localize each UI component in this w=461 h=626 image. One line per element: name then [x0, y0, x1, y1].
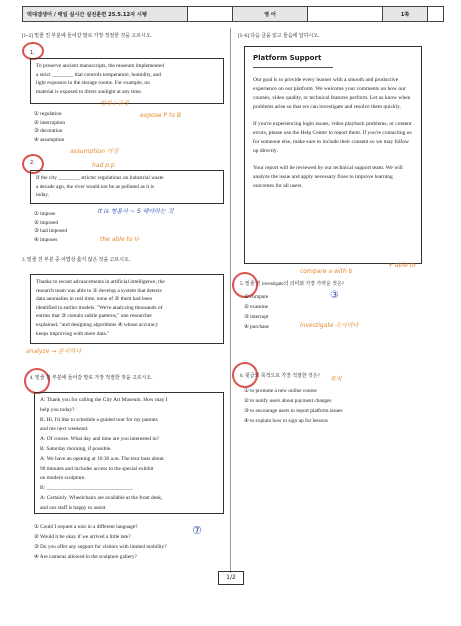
- q2-option-3[interactable]: ③ had imposed: [34, 228, 67, 235]
- q1-option-2[interactable]: ② interruption: [34, 119, 66, 126]
- q5-heading: [240, 282, 344, 288]
- q3-heading: [22, 258, 130, 264]
- q6-number: 6.: [240, 374, 244, 379]
- q1-options: [34, 110, 65, 144]
- q4-option-1[interactable]: ① Could I request a tour in a different language?: [34, 524, 138, 530]
- q5-option-1[interactable]: ① compare: [244, 294, 269, 300]
- q6-option-4[interactable]: ④ to explain how to sign up for lessons: [244, 418, 328, 424]
- q3-number: 3.: [22, 258, 26, 263]
- handwritten-note: investigate 조사하다: [300, 322, 359, 329]
- q2-option-2[interactable]: ② imposed: [34, 219, 59, 226]
- q4-option-3[interactable]: ③ Do you offer any support for visitors with limited mobility?: [34, 544, 167, 550]
- q2-option-4[interactable]: ④ imposes: [34, 236, 58, 243]
- q5-instruction: 밑줄 친 investigate의 의미와 가장 가까운 것은?: [245, 282, 345, 287]
- q2-option-1[interactable]: ① impose: [34, 211, 56, 217]
- q4-number: 4.: [30, 376, 34, 381]
- q6-options: [244, 386, 342, 426]
- q5-6-instruction: [5~6] 다음 글을 읽고 물음에 답하시오.: [238, 34, 320, 39]
- q5-6-passage: [244, 46, 422, 264]
- q5-option-4[interactable]: ④ purchase: [244, 324, 269, 330]
- q5-option-2[interactable]: ② examine: [244, 304, 269, 310]
- handwritten-note: assumption 가정: [70, 148, 119, 155]
- q3-passage: Thanks to recent advancements in artificial intelligence, the research team was able to ① develop a system that detects data anomalies in real time, none of ② them had been identified in earlier models. "We're analyzing thousands of entries that ③ contain subtle patterns," one researcher explained, "and designing algorithms ④ whose accuracy keeps improving with more data.": [30, 274, 224, 344]
- passage-title: Platform Support: [253, 54, 322, 62]
- handwritten-note: It is 형용사 ~ S 해야하는 것: [98, 208, 174, 215]
- q4-heading: [30, 376, 153, 382]
- q5-options: [244, 292, 269, 332]
- exam-title: 떡대겜생어 / 매일 실시간 실전훈련 25.5.12자 시행: [23, 7, 188, 21]
- handwritten-note: ③: [330, 290, 339, 301]
- column-divider: [230, 28, 231, 573]
- handwritten-note: expose P to B: [140, 112, 182, 119]
- q3-instruction: 밑줄 친 부분 중 어법상 옳지 않은 것을 고르시오.: [27, 258, 131, 263]
- handwritten-note: + able to: [388, 262, 416, 269]
- q1-2-instruction: [1~2] 밑줄 친 부분에 들어갈 말로 가장 적절한 것을 고르시오.: [22, 34, 152, 39]
- header-blank-cell-3: [428, 7, 443, 21]
- title-rule: [253, 67, 333, 68]
- q6-option-2[interactable]: ② to notify users about payment changes: [244, 398, 332, 404]
- q6-heading: [240, 374, 320, 380]
- handwritten-note: analyze → 분석하다: [26, 348, 82, 355]
- q5-number: 5.: [240, 282, 244, 287]
- q6-instruction: 윗글의 목적으로 가장 적절한 것은?: [245, 374, 320, 379]
- passage-paragraph: If you're experiencing login issues, video playback problems, or content errors, please use the Help Center to report them. If you're contacting us for someone else, make sure to include their consent so we may follow up directly.: [253, 121, 412, 154]
- q1-number: 1.: [30, 50, 35, 56]
- q1-option-1[interactable]: ① regulation: [34, 111, 62, 117]
- q4-options: [34, 522, 167, 562]
- passage-paragraph: Our goal is to provide every learner with a smooth and productive experience on our platform. We welcome your comments on how our courses, video quality, or technical features perform. Let us know when problems arise so that we can investigate and resolve them quickly.: [253, 77, 411, 110]
- q2-number: 2.: [30, 160, 35, 166]
- q5-option-3[interactable]: ③ interrupt: [244, 314, 269, 320]
- page-number: 1/2: [218, 571, 244, 585]
- page-current: 1: [226, 574, 230, 581]
- page-total: 2: [232, 574, 236, 581]
- page-label: 1쪽: [383, 7, 428, 21]
- q2-passage: If the city ________ stricter regulations on industrial waste a decade ago, the river would not be as polluted as it is today.: [30, 170, 224, 204]
- handwritten-note: compare a with b: [300, 268, 353, 275]
- handwritten-note: had p.p: [92, 162, 115, 169]
- q1-passage: To preserve ancient manuscripts, the museum implemented a strict ________ that controls temperature, humidity, and light exposure in the storage rooms. For example, no material is exposed to direct sunlight at any time.: [30, 58, 224, 104]
- q4-option-2[interactable]: ② Would it be okay if we arrived a little late?: [34, 534, 131, 540]
- handwritten-note: the able to V-: [100, 236, 141, 243]
- q2-options: [34, 210, 67, 244]
- header-blank-cell: [188, 7, 233, 21]
- exam-header: [22, 6, 444, 22]
- q1-option-4[interactable]: ④ assumption: [34, 136, 65, 143]
- q6-option-3[interactable]: ③ to encourage users to report platform issues: [244, 408, 343, 414]
- passage-paragraph: Your report will be reviewed by our technical support team. We will analyze the issue and apply necessary fixes to improve learning outcomes for all users.: [253, 165, 403, 189]
- q4-dialogue: A: Thank you for calling the City Art Museum. How may I help you today? B: Hi, I'd like to schedule a guided tour for my parents and me next weekend. A: Of course. What day and time are you interested in? B: Saturday morning, if possible. A: We have an opening at 10:30 a.m. The tour lasts about 90 minutes and includes access to the special exhibit on modern sculpture. B: ________________________________ A: Certainly. Wheelchairs are available at the front desk, and our staff is happy to assist.: [34, 392, 224, 514]
- header-blank-cell-2: [308, 7, 383, 21]
- q1-option-3[interactable]: ③ decoration: [34, 128, 63, 135]
- q4-option-4[interactable]: ④ Are cameras allowed in the sculpture gallery?: [34, 554, 137, 560]
- handwritten-note: ⑦: [192, 524, 202, 537]
- handwritten-note: 목적: [330, 376, 342, 383]
- q4-instruction: 밑줄 친 부분에 들어갈 말로 가장 적절한 것을 고르시오.: [35, 376, 153, 381]
- handwritten-note: 방침 / 규정: [100, 100, 130, 107]
- q6-option-1[interactable]: ① to promote a new online course: [244, 388, 317, 394]
- subject-label: 영 어: [233, 7, 308, 21]
